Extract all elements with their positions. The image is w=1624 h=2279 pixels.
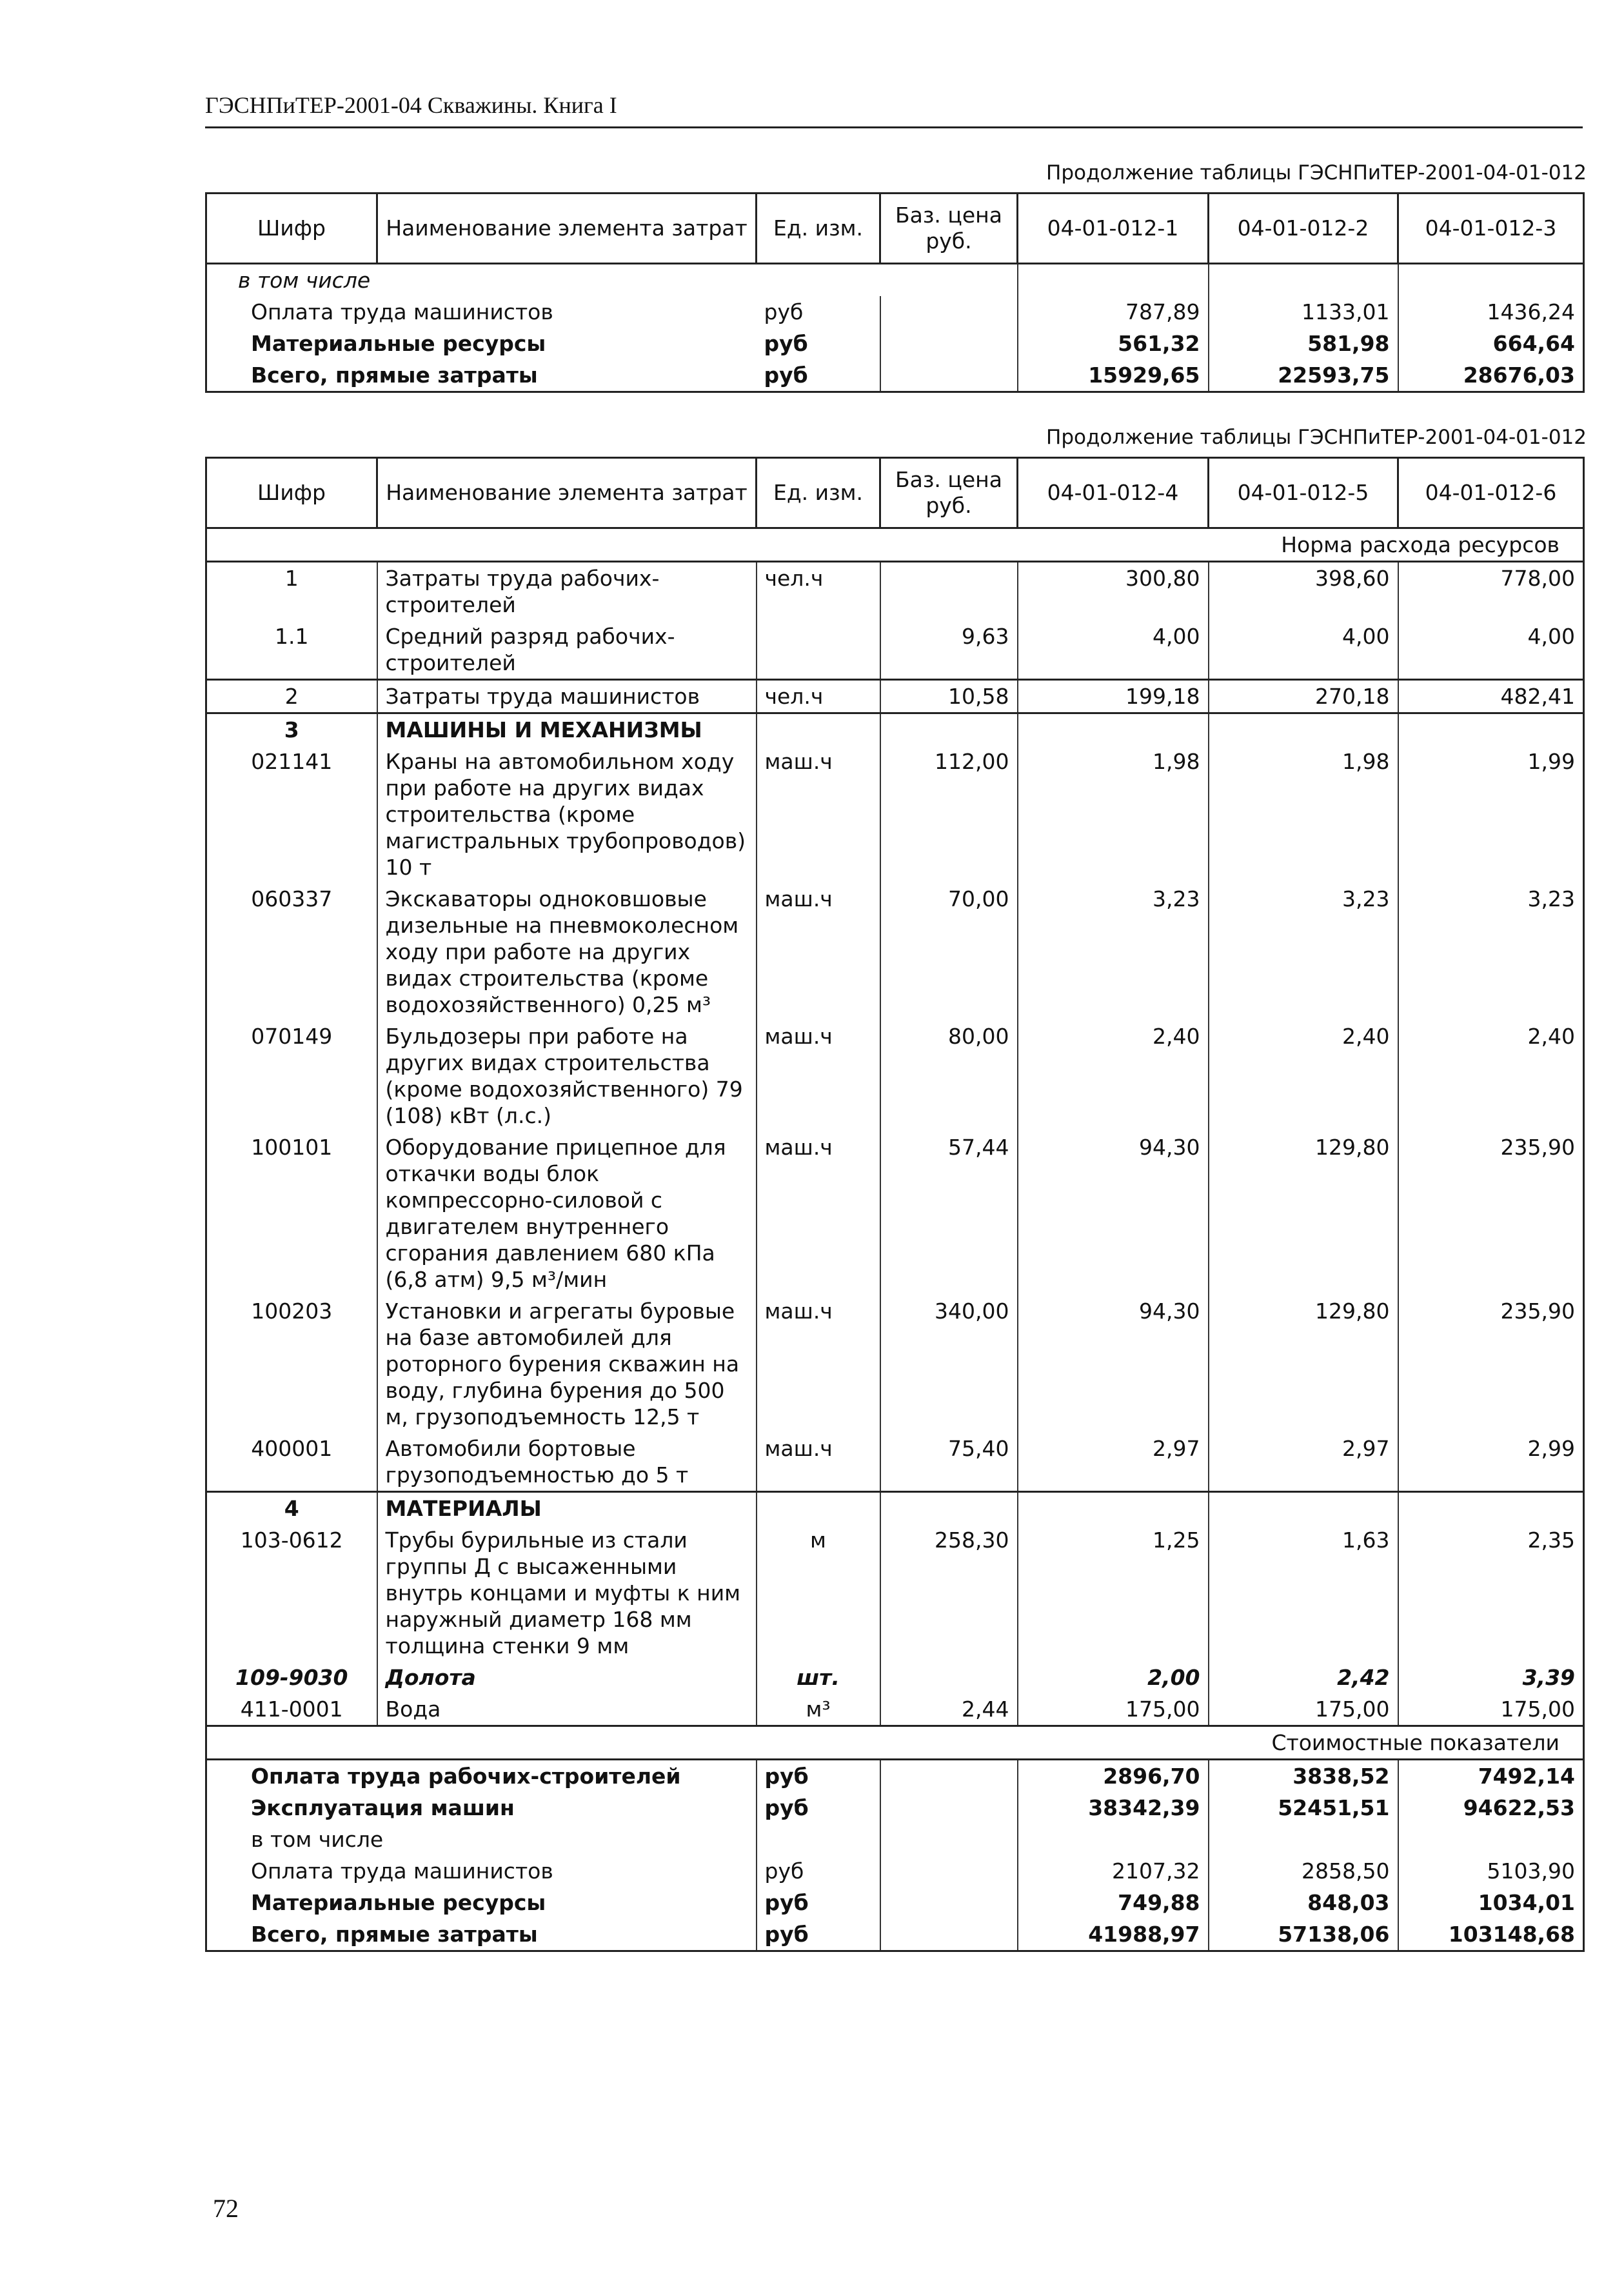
value-cell: 235,90 (1398, 1131, 1584, 1295)
code-cell: 070149 (206, 1020, 377, 1131)
cost-row (206, 1824, 1584, 1855)
unit-cell: руб (757, 359, 880, 392)
price-cell: 57,44 (880, 1131, 1018, 1295)
code-cell: 100203 (206, 1295, 377, 1433)
name-cell: Средний разряд рабочих-строителей (377, 621, 757, 680)
name-cell: Вода (377, 1693, 757, 1726)
cost-label: Всего, прямые затраты (206, 1918, 757, 1951)
value-cell: 2,00 (1018, 1662, 1209, 1693)
value-cell: 3838,52 (1209, 1760, 1398, 1793)
row-label: в том числе (206, 264, 757, 297)
unit-cell: чел.ч (757, 562, 880, 621)
table2-header-row (206, 458, 1584, 528)
price-cell: 10,58 (880, 680, 1018, 713)
value-cell: 1,63 (1209, 1524, 1398, 1662)
value-cell: 41988,97 (1018, 1918, 1209, 1951)
value-cell: 1,25 (1018, 1524, 1209, 1662)
code-cell: 1.1 (206, 621, 377, 680)
table-row (206, 1131, 1584, 1295)
unit-cell: маш.ч (757, 1295, 880, 1433)
table-row (206, 621, 1584, 680)
unit-cell: руб (757, 1760, 880, 1793)
unit-cell: руб (757, 1918, 880, 1951)
code-cell: 060337 (206, 883, 377, 1020)
value-cell: 15929,65 (1018, 359, 1209, 392)
unit-cell (757, 621, 880, 680)
document-title: ГЭСНПиТЕР-2001-04 Скважины. Книга I (205, 92, 617, 118)
price-cell: 75,40 (880, 1433, 1018, 1492)
name-cell: Экскаваторы одноковшовые дизельные на пневмоколесном ходу при работе на других видах строительства (кроме водохозяйственного) 0,25 м³ (377, 883, 757, 1020)
table-row (206, 1433, 1584, 1492)
col-header-code: Шифр (206, 194, 377, 264)
cost-row (206, 1887, 1584, 1918)
value-cell: 2,35 (1398, 1524, 1584, 1662)
value-cell: 581,98 (1209, 328, 1398, 359)
col-header-norm-2: 04-01-012-2 (1209, 194, 1398, 264)
col-header-price: Баз. цена руб. (880, 458, 1018, 528)
table2-caption: Продолжение таблицы ГЭСНПиТЕР-2001-04-01-012 (1046, 426, 1587, 449)
value-cell: 482,41 (1398, 680, 1584, 713)
value-cell: 57138,06 (1209, 1918, 1398, 1951)
unit-cell: руб (764, 299, 804, 324)
unit-cell: маш.ч (757, 1433, 880, 1492)
section-title: МАТЕРИАЛЫ (377, 1492, 757, 1525)
col-header-unit: Ед. изм. (757, 458, 880, 528)
price-cell (880, 562, 1018, 621)
col-header-norm-3: 04-01-012-3 (1398, 194, 1584, 264)
table-row (206, 883, 1584, 1020)
value-cell: 1133,01 (1209, 296, 1398, 328)
value-cell: 3,23 (1398, 883, 1584, 1020)
col-header-norm-4: 04-01-012-4 (1018, 458, 1209, 528)
cost-row (206, 1792, 1584, 1824)
value-cell: 235,90 (1398, 1295, 1584, 1433)
unit-cell: чел.ч (757, 680, 880, 713)
section-row (206, 1492, 1584, 1525)
code-cell: 100101 (206, 1131, 377, 1295)
col-header-norm-5: 04-01-012-5 (1209, 458, 1398, 528)
col-header-code: Шифр (206, 458, 377, 528)
unit-cell: шт. (757, 1662, 880, 1693)
value-cell: 3,23 (1209, 883, 1398, 1020)
col-header-norm-1: 04-01-012-1 (1018, 194, 1209, 264)
price-cell: 112,00 (880, 746, 1018, 883)
value-cell: 2,97 (1209, 1433, 1398, 1492)
unit-cell: м³ (757, 1693, 880, 1726)
value-cell: 38342,39 (1018, 1792, 1209, 1824)
cost-label: в том числе (206, 1824, 757, 1855)
table-row (206, 746, 1584, 883)
price-cell: 258,30 (880, 1524, 1018, 1662)
row-label: Материальные ресурсы (206, 328, 757, 359)
price-cell: 340,00 (880, 1295, 1018, 1433)
value-cell: 2,40 (1209, 1020, 1398, 1131)
name-cell: Затраты труда рабочих-строителей (377, 562, 757, 621)
code-cell: 103-0612 (206, 1524, 377, 1662)
value-cell: 103148,68 (1398, 1918, 1584, 1951)
table2 (205, 457, 1585, 1952)
value-cell: 2,40 (1018, 1020, 1209, 1131)
page-number: 72 (213, 2194, 239, 2223)
value-cell: 749,88 (1018, 1887, 1209, 1918)
value-cell: 4,00 (1209, 621, 1398, 680)
value-cell: 561,32 (1118, 331, 1200, 356)
value-cell: 4,00 (1018, 621, 1209, 680)
table-row (206, 296, 1584, 328)
unit-cell: маш.ч (757, 746, 880, 883)
cost-section-label: Стоимостные показатели (206, 1726, 1584, 1760)
value-cell: 94,30 (1018, 1295, 1209, 1433)
unit-cell: руб (757, 1792, 880, 1824)
price-cell (880, 1662, 1018, 1693)
name-cell: Краны на автомобильном ходу при работе на других видах строительства (кроме магистральных трубопроводов) 10 т (377, 746, 757, 883)
value-cell: 199,18 (1018, 680, 1209, 713)
value-cell: 2,97 (1018, 1433, 1209, 1492)
unit-cell: руб (757, 1887, 880, 1918)
cost-label: Материальные ресурсы (206, 1887, 757, 1918)
unit-cell: руб (764, 331, 808, 356)
table1-caption: Продолжение таблицы ГЭСНПиТЕР-2001-04-01-012 (1046, 161, 1587, 184)
code-cell: 3 (206, 713, 377, 746)
table-row (206, 562, 1584, 621)
value-cell: 1436,24 (1398, 296, 1584, 328)
value-cell: 4,00 (1398, 621, 1584, 680)
value-cell: 1,98 (1018, 746, 1209, 883)
name-cell: Бульдозеры при работе на других видах строительства (кроме водохозяйственного) 79 (108) кВт (л.с.) (377, 1020, 757, 1131)
name-cell: Оборудование прицепное для откачки воды блок компрессорно-силовой с двигателем внутреннего сгорания давлением 680 кПа (6,8 атм) 9,5 м³/мин (377, 1131, 757, 1295)
value-cell: 270,18 (1209, 680, 1398, 713)
table-row (206, 1662, 1584, 1693)
table-row (206, 264, 1584, 297)
price-cell: 2,44 (880, 1693, 1018, 1726)
name-cell: Трубы бурильные из стали группы Д с высаженными внутрь концами и муфты к ним наружный диаметр 168 мм толщина стенки 9 мм (377, 1524, 757, 1662)
code-cell: 4 (206, 1492, 377, 1525)
value-cell: 2,40 (1398, 1020, 1584, 1131)
row-label: Всего, прямые затраты (206, 359, 757, 392)
norm-section-label: Норма расхода ресурсов (206, 528, 1584, 562)
value-cell: 2858,50 (1209, 1855, 1398, 1887)
code-cell: 1 (206, 562, 377, 621)
value-cell: 1034,01 (1398, 1887, 1584, 1918)
value-cell: 3,39 (1398, 1662, 1584, 1693)
table-row (206, 680, 1584, 713)
value-cell: 52451,51 (1209, 1792, 1398, 1824)
name-cell: Долота (377, 1662, 757, 1693)
value-cell: 2,42 (1209, 1662, 1398, 1693)
table-row (206, 328, 1584, 359)
col-header-name: Наименование элемента затрат (377, 194, 757, 264)
value-cell: 1,99 (1398, 746, 1584, 883)
col-header-unit: Ед. изм. (757, 194, 880, 264)
cost-row (206, 1760, 1584, 1793)
value-cell: 175,00 (1209, 1693, 1398, 1726)
code-cell: 109-9030 (206, 1662, 377, 1693)
col-header-norm-6: 04-01-012-6 (1398, 458, 1584, 528)
value-cell: 94,30 (1018, 1131, 1209, 1295)
cost-row (206, 1918, 1584, 1951)
value-cell: 94622,53 (1398, 1792, 1584, 1824)
unit-cell: маш.ч (757, 1020, 880, 1131)
value-cell: 787,89 (1125, 299, 1200, 324)
value-cell: 129,80 (1209, 1131, 1398, 1295)
table-row (206, 1693, 1584, 1726)
table-row (206, 1524, 1584, 1662)
section-title: МАШИНЫ И МЕХАНИЗМЫ (377, 713, 757, 746)
cost-row (206, 1855, 1584, 1887)
table-row (206, 1295, 1584, 1433)
cost-label: Оплата труда машинистов (206, 1855, 757, 1887)
value-cell: 778,00 (1398, 562, 1584, 621)
value-cell: 848,03 (1209, 1887, 1398, 1918)
price-cell: 9,63 (880, 621, 1018, 680)
name-cell: Затраты труда машинистов (377, 680, 757, 713)
value-cell: 22593,75 (1209, 359, 1398, 392)
name-cell: Установки и агрегаты буровые на базе автомобилей для роторного бурения скважин на воду, глубина бурения до 500 м, грузоподъемность 12,5 т (377, 1295, 757, 1433)
table-row (206, 1020, 1584, 1131)
value-cell: 2896,70 (1018, 1760, 1209, 1793)
name-cell: Автомобили бортовые грузоподъемностью до 5 т (377, 1433, 757, 1492)
unit-cell: руб (757, 1855, 880, 1887)
value-cell: 175,00 (1018, 1693, 1209, 1726)
table-row (206, 359, 1584, 392)
col-header-price: Баз. цена руб. (880, 194, 1018, 264)
value-cell: 300,80 (1018, 562, 1209, 621)
table1 (205, 192, 1585, 393)
cost-label: Эксплуатация машин (206, 1792, 757, 1824)
code-cell: 2 (206, 680, 377, 713)
price-cell: 80,00 (880, 1020, 1018, 1131)
norm-section-row (206, 528, 1584, 562)
value-cell: 664,64 (1398, 328, 1584, 359)
cost-section-row (206, 1726, 1584, 1760)
code-cell: 411-0001 (206, 1693, 377, 1726)
unit-cell: м (757, 1524, 880, 1662)
table1-header-row (206, 194, 1584, 264)
value-cell: 129,80 (1209, 1295, 1398, 1433)
value-cell: 5103,90 (1398, 1855, 1584, 1887)
value-cell: 2107,32 (1018, 1855, 1209, 1887)
unit-cell: маш.ч (757, 883, 880, 1020)
unit-cell: маш.ч (757, 1131, 880, 1295)
value-cell: 1,98 (1209, 746, 1398, 883)
section-row (206, 713, 1584, 746)
code-cell: 021141 (206, 746, 377, 883)
value-cell: 175,00 (1398, 1693, 1584, 1726)
value-cell: 7492,14 (1398, 1760, 1584, 1793)
value-cell: 3,23 (1018, 883, 1209, 1020)
cost-label: Оплата труда рабочих-строителей (206, 1760, 757, 1793)
value-cell: 28676,03 (1398, 359, 1584, 392)
price-cell: 70,00 (880, 883, 1018, 1020)
value-cell: 2,99 (1398, 1433, 1584, 1492)
value-cell: 398,60 (1209, 562, 1398, 621)
col-header-name: Наименование элемента затрат (377, 458, 757, 528)
page-header (205, 90, 1583, 128)
code-cell: 400001 (206, 1433, 377, 1492)
row-label: Оплата труда машинистов (206, 296, 757, 328)
